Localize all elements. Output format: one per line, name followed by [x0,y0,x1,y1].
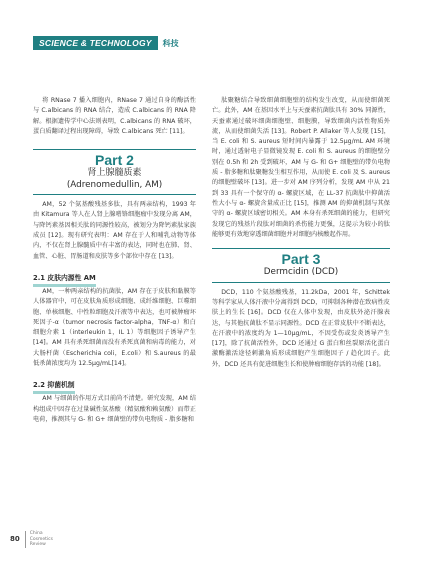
right-column [212,96,390,370]
page-footer [10,531,53,548]
publication-line-3: Review [29,542,46,547]
publication-line-2: Cosmetics [29,536,53,542]
section-label-cn: 科技 [162,38,179,48]
part3-title: Dermcidin (DCD) [263,267,339,278]
right-top-paragraph: 肽聚糖结合导致细菌细胞壁的结构发生改变，从而使细菌死亡。此外，AM 在基因水平上与天蚕素抗菌肽具有 30% 同源性，天蚕素通过破坏细菌细胞壁、细胞膜，导致细菌内活性物质外流，从而使细菌失活 [13]。Robert P. Allaker 等人发现 [15]，当 E. coli 和 S. aureus 短时间内暴露于 12.5μg/mL AM 环境时，通过透射电子显微镜发现 E. coli 和 S. aureus 的细胞壁分别在 0.5h 和 2h 受到破坏，AM 与 G- 和 G+ 细胞壁的带负电物质 - 脂多糖和肽聚糖发生相互作用，从而使 E. coli 及 S. aureus 的细胞壁破坏 [13]。进一步对 AM 序列分析，发现 AM 中从 21 到 33 具有一个保守的 α- 螺旋区域，在 LL-37 抗菌肽中抑菌活性大小与 α- 螺旋含量成正比 [15]，推测 AM 的抑菌机制与其保守的 α- 螺旋区域密切相关。AM 本身有杀死细菌的能力，但研究发现它的残基片段肽对细菌的杀伤能力更强，这提示为较小的肽能够更有效地穿透细菌细胞并对细胞内核酸起作用。 [212,97,390,238]
section-2-2 [33,377,196,425]
section-2-1-heading: 2.1 皮肤内源性 AM [33,273,96,287]
intro-paragraph: 将 RNase 7 播入细胞内，RNase 7 通过自身的酶活性与 C.albicans 的 RNA 结合，造成 C.albicans 的 RNA 降解。根据遗传学中心法则表明，C.albicans 的 RNA 破坏，蛋白质翻译过程出现障碍，导致 C.albicans 死亡 [11]。 [33,97,196,135]
section-banner [33,36,188,50]
section-label-en: SCIENCE & TECHNOLOGY [33,36,158,50]
part3-heading-box [212,248,390,283]
section-2-2-heading: 2.2 抑菌机制 [33,380,75,394]
section-2-1-paragraph: AM，一种两亲结构的抗菌肽，AM 存在于皮肤和黏膜等人体器官中，可在皮肤角质形成细胞、成纤维细胞、巨噬细胞、单核细胞、中性粒细胞及汗液等中表达，也可被肿瘤坏死因子-α（tumor necrosis factor-alpha，TNF-α）和白细胞介素 1（interleukin 1，IL 1）等细胞因子诱导产生 [14]。AM 具有杀死细菌而没有杀死真菌和病毒的能力，对大肠杆菌（Escherichia coli，E.coli）和 S.aureus 的最低杀菌浓度均为 12.5μg/mL[14]。 [33,287,196,368]
part2-heading-box [33,149,196,195]
section-2-1 [33,270,196,369]
part3-paragraph: DCD，110 个氨基酸残基，11.2kDa，2001 年，Schittek 等科学家从人体汗液中分离得到 DCD，可抑制各种潜在致病性皮肤上的生长 [16]。DCD 仅在人体中发现，由皮肤外泌汗腺表达，与其他抗菌肽不显示同源性。DCD 在正常皮肤中不断表达，在汗液中的浓度约为 1—10μg/mL，不因受伤或发炎诱导产生 [17]，除了抗菌活性外，DCD 还通过 G 蛋白和丝裂原活化蛋白激酶激活途径刺激角质形成细胞产生细胞因子 / 趋化因子。此外，DCD 还具有促进细胞生长和使肿瘤细胞存活的功能 [18]。 [212,288,390,368]
part2-title-cn: 肾上腺髓质素 [87,168,142,179]
left-column [33,96,196,425]
part2-label: Part 2 [95,152,134,169]
part3-label: Part 3 [281,251,321,268]
publication-line-1: China [29,531,43,536]
part2-title-en: (Adrenomedullin, AM) [66,179,163,190]
section-2-2-paragraph: AM 与细菌的作用方式目前尚不清楚。研究发现，AM 结构组成中因存在过量碱性氨基酸（精氨酸和赖氨酸）而带正电荷，推测其与 G- 和 G+ 细菌壁的带负电物质 - 脂多糖和 [33,395,196,423]
publication-name [25,531,53,548]
part2-paragraph: AM，52 个氨基酸残基多肽，具有两亲结构，1993 年由 Kitamura 等人在人肾上腺嗜铬细胞瘤中发现分离 AM，与降钙素基因相关肽的同源性较高，被划分为降钙素肽家族成员 [12]。现有研究表明：AM 存在于人和哺乳动物等体内，不仅在肾上腺髓质中有丰富的表达，同时也在肺、肾、血管、心脏、胃肠道和皮肤等多个部位中存在 [13]。 [33,201,196,260]
page-number: 80 [10,535,20,544]
